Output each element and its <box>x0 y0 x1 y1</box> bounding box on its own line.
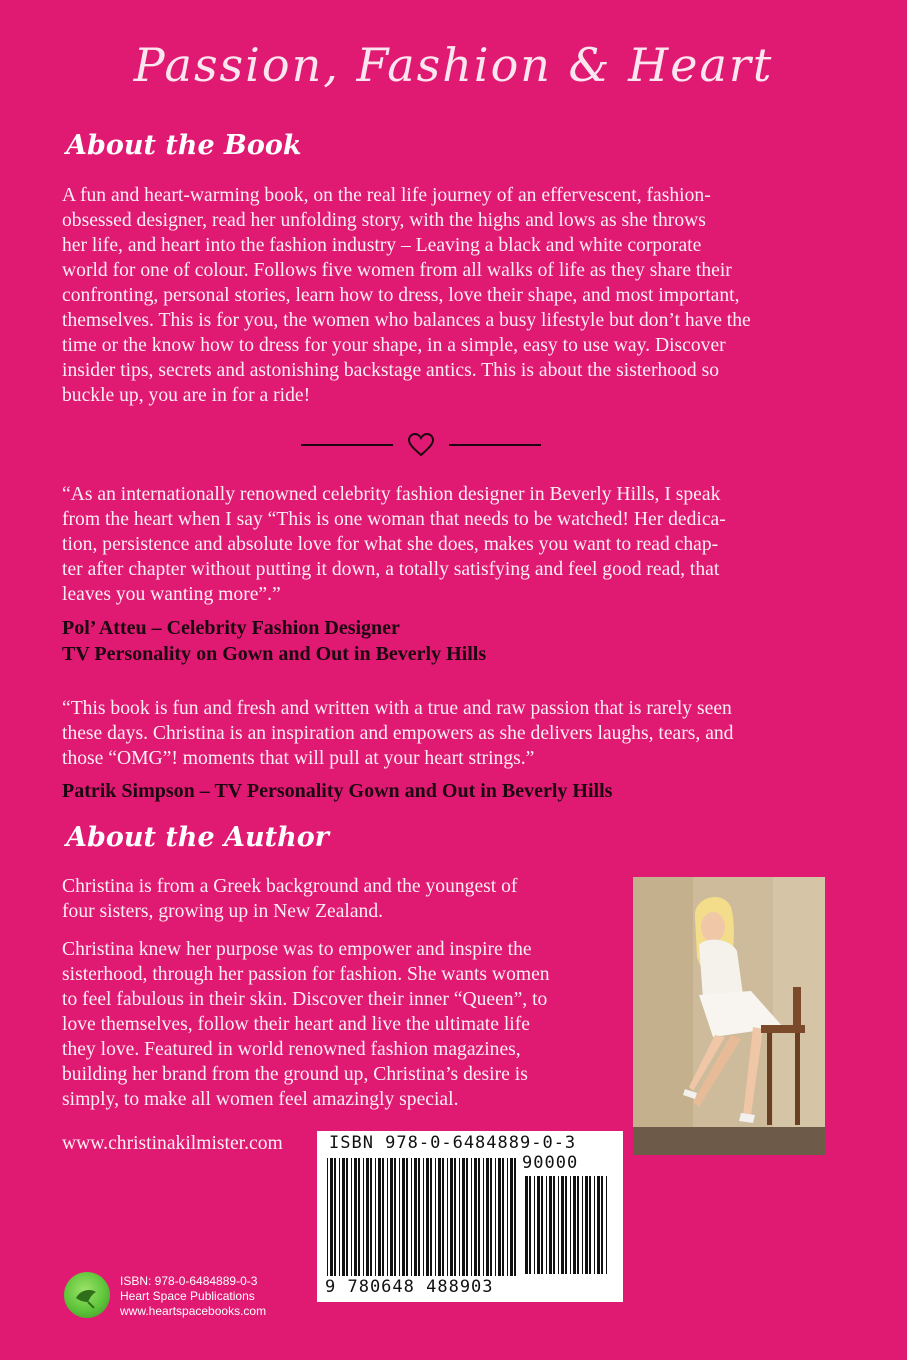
barcode-bar <box>597 1176 600 1274</box>
about-book-heading: About the Book <box>66 130 302 161</box>
barcode-bar <box>606 1176 607 1274</box>
barcode-bar <box>402 1158 405 1276</box>
publisher-url[interactable]: www.heartspacebooks.com <box>120 1304 267 1318</box>
barcode-bar <box>346 1158 348 1276</box>
barcode-bar <box>450 1158 453 1276</box>
barcode-bar <box>390 1158 393 1276</box>
barcode-bar <box>342 1158 345 1276</box>
barcode-bar <box>354 1158 357 1276</box>
barcode-bar <box>549 1176 552 1274</box>
barcode-bar <box>594 1176 595 1274</box>
barcode-bar <box>478 1158 480 1276</box>
barcode-bar <box>483 1158 484 1276</box>
barcode-bar <box>565 1176 567 1274</box>
isbn-barcode <box>317 1131 623 1302</box>
barcode-bar <box>573 1176 576 1274</box>
about-book-line: world for one of colour. Follows five women from all walks of life as they share their <box>62 260 732 281</box>
barcode-bar <box>525 1176 528 1274</box>
barcode-bar <box>378 1158 381 1276</box>
author-photo <box>633 877 825 1155</box>
barcode-bar <box>589 1176 591 1274</box>
publisher-name: Heart Space Publications <box>120 1289 255 1303</box>
barcode-bar <box>471 1158 472 1276</box>
barcode-bar <box>558 1176 559 1274</box>
barcode-bar <box>462 1158 465 1276</box>
about-book-line: her life, and heart into the fashion industry – Leaving a black and white corporate <box>62 235 702 256</box>
barcode-bar <box>414 1158 417 1276</box>
author-line: love themselves, follow their heart and live the ultimate life <box>62 1014 530 1035</box>
author-line: to feel fabulous in their skin. Discover their inner “Queen”, to <box>62 989 548 1010</box>
quote-1-line: ter after chapter without putting it down, a totally satisfying and feel good read, that <box>62 559 720 580</box>
publisher-isbn: ISBN: 978-0-6484889-0-3 <box>120 1274 258 1288</box>
barcode-bar <box>327 1158 328 1276</box>
barcode-bar <box>351 1158 352 1276</box>
barcode-number: 9 780648 488903 <box>325 1277 494 1297</box>
barcode-bars <box>327 1158 517 1278</box>
barcode-bar <box>507 1158 508 1276</box>
barcode-addon-bars <box>525 1176 611 1276</box>
barcode-bar <box>406 1158 408 1276</box>
barcode-bar <box>435 1158 436 1276</box>
author-line: Christina knew her purpose was to empower and inspire the <box>62 939 532 960</box>
barcode-bar <box>510 1158 513 1276</box>
barcode-bar <box>394 1158 396 1276</box>
barcode-bar <box>577 1176 579 1274</box>
barcode-bar <box>370 1158 372 1276</box>
barcode-bar <box>330 1158 333 1276</box>
barcode-bar <box>502 1158 504 1276</box>
barcode-bar <box>585 1176 588 1274</box>
barcode-bar <box>466 1158 468 1276</box>
barcode-bar <box>442 1158 444 1276</box>
barcode-bar <box>363 1158 364 1276</box>
about-book-line: obsessed designer, read her unfolding story, with the highs and lows as she throws <box>62 210 706 231</box>
quote-1-line: from the heart when I say “This is one woman that needs to be watched! Her dedica- <box>62 509 726 530</box>
barcode-bar <box>474 1158 477 1276</box>
about-book-line: themselves. This is for you, the women who balances a busy lifestyle but don’t have the <box>62 310 751 331</box>
heart-icon <box>407 432 435 458</box>
barcode-bar <box>387 1158 388 1276</box>
author-line: simply, to make all women feel amazingly special. <box>62 1089 459 1110</box>
book-title: Passion, Fashion & Heart <box>133 38 774 92</box>
heart-divider <box>301 430 541 460</box>
barcode-bar <box>426 1158 429 1276</box>
publisher-logo <box>64 1272 110 1318</box>
barcode-bar <box>382 1158 384 1276</box>
barcode-bar <box>537 1176 540 1274</box>
barcode-bar <box>553 1176 555 1274</box>
quote-2-author: Patrik Simpson – TV Personality Gown and Out in Beverly Hills <box>62 780 613 802</box>
barcode-isbn-label: ISBN 978-0-6484889-0-3 <box>329 1133 577 1153</box>
about-book-line: A fun and heart-warming book, on the real life journey of an effervescent, fashion- <box>62 185 711 206</box>
quote-1-author-title: TV Personality on Gown and Out in Beverly Hills <box>62 643 487 665</box>
bird-icon <box>64 1272 110 1318</box>
author-line: building her brand from the ground up, Christina’s desire is <box>62 1064 528 1085</box>
author-line: they love. Featured in world renowned fashion magazines, <box>62 1039 521 1060</box>
quote-1-author: Pol’ Atteu – Celebrity Fashion Designer <box>62 617 400 639</box>
barcode-bar <box>423 1158 424 1276</box>
barcode-bar <box>334 1158 336 1276</box>
barcode-bar <box>430 1158 432 1276</box>
author-line: Christina is from a Greek background and the youngest of <box>62 876 518 897</box>
divider-line <box>449 444 541 446</box>
barcode-bar <box>486 1158 489 1276</box>
divider-line <box>301 444 393 446</box>
barcode-bar <box>541 1176 543 1274</box>
barcode-bar <box>495 1158 496 1276</box>
quote-1-line: “As an internationally renowned celebrity fashion designer in Beverly Hills, I speak <box>62 484 721 505</box>
about-book-line: time or the know how to dress for your shape, in a simple, easy to use way. Discover <box>62 335 726 356</box>
barcode-bar <box>366 1158 369 1276</box>
barcode-bar <box>418 1158 420 1276</box>
barcode-addon-number: 90000 <box>522 1153 579 1173</box>
barcode-bar <box>339 1158 340 1276</box>
author-line: sisterhood, through her passion for fashion. She wants women <box>62 964 550 985</box>
barcode-bar <box>529 1176 531 1274</box>
barcode-bar <box>399 1158 400 1276</box>
quote-1-line: leaves you wanting more”.” <box>62 584 281 605</box>
barcode-bar <box>514 1158 516 1276</box>
barcode-bar <box>447 1158 448 1276</box>
author-photo-illustration <box>633 877 825 1155</box>
barcode-bar <box>454 1158 456 1276</box>
barcode-bar <box>534 1176 535 1274</box>
barcode-bar <box>601 1176 603 1274</box>
barcode-bar <box>582 1176 583 1274</box>
barcode-bar <box>411 1158 412 1276</box>
quote-2-line: these days. Christina is an inspiration and empowers as she delivers laughs, tears, and <box>62 723 734 744</box>
barcode-bar <box>570 1176 571 1274</box>
about-book-line: insider tips, secrets and astonishing backstage antics. This is about the sisterhood so <box>62 360 720 381</box>
about-book-line: buckle up, you are in for a ride! <box>62 385 311 406</box>
author-line: four sisters, growing up in New Zealand. <box>62 901 384 922</box>
about-book-line: confronting, personal stories, learn how to dress, love their shape, and most important, <box>62 285 740 306</box>
barcode-bar <box>561 1176 564 1274</box>
quote-2-line: those “OMG”! moments that will pull at your heart strings.” <box>62 748 535 769</box>
barcode-bar <box>375 1158 376 1276</box>
barcode-bar <box>358 1158 360 1276</box>
quote-2-line: “This book is fun and fresh and written with a true and raw passion that is rarely seen <box>62 698 732 719</box>
barcode-bar <box>459 1158 460 1276</box>
author-website-link[interactable]: www.christinakilmister.com <box>62 1133 283 1154</box>
about-author-heading: About the Author <box>66 822 329 853</box>
barcode-bar <box>546 1176 547 1274</box>
barcode-bar <box>490 1158 492 1276</box>
barcode-bar <box>438 1158 441 1276</box>
quote-1-line: tion, persistence and absolute love for what she does, makes you want to read chap- <box>62 534 719 555</box>
barcode-bar <box>498 1158 501 1276</box>
